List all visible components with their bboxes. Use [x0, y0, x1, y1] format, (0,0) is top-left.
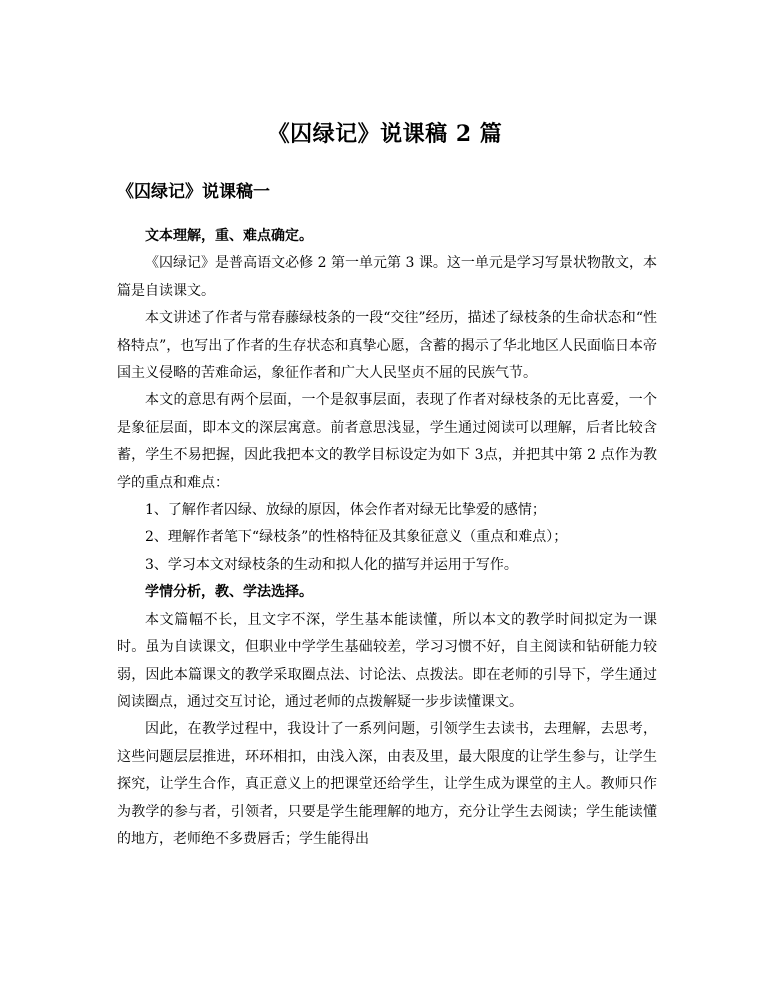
- paragraph: 本文讲述了作者与常春藤绿枝条的一段“交往”经历，描述了绿枝条的生命状态和“性格特点”，也写出了作者的生存状态和真挚心愿，含蓄的揭示了华北地区人民面临日本帝国主义侵略的苦难命运，象征作者和广大人民坚贞不屈的民族气节。: [117, 310, 657, 382]
- paragraph: 《囚绿记》是普高语文必修 2 第一单元第 3 课。这一单元是学习写景状物散文，本篇是自读课文。: [117, 255, 657, 299]
- paragraph: 学情分析，教、学法选择。: [145, 584, 313, 601]
- paragraph: 2、理解作者笔下“绿枝条”的性格特征及其象征意义（重点和难点）；: [145, 529, 568, 546]
- paragraph: 文本理解，重、难点确定。: [145, 228, 313, 244]
- section-title: 《囚绿记》说课稿一: [117, 182, 270, 202]
- document-body: [117, 223, 657, 853]
- paragraph: 因此，在教学过程中，我设计了一系列问题，引领学生去读书，去理解，去思考，这些问题层层推进，环环相扣，由浅入深，由表及里，最大限度的让学生参与，让学生探究，让学生合作，真正意义上的把课堂还给学生，让学生成为课堂的主人。教师只作为教学的参与者，引领者，只要是学生能理解的地方，充分让学生去阅读；学生能读懂的地方，老师绝不多费唇舌；学生能得出: [117, 721, 657, 847]
- document-title: 《囚绿记》说课稿 2 篇: [267, 121, 503, 147]
- paragraph: 3、学习本文对绿枝条的生动和拟人化的描写并运用于写作。: [145, 556, 518, 573]
- paragraph: 1、了解作者囚绿、放绿的原因，体会作者对绿无比挚爱的感情；: [145, 502, 546, 519]
- paragraph: 本文的意思有两个层面，一个是叙事层面，表现了作者对绿枝条的无比喜爱，一个是象征层面，即本文的深层寓意。前者意思浅显，学生通过阅读可以理解，后者比较含蓄，学生不易把握，因此我把本文的教学目标设定为如下 3点，并把其中第 2 点作为教学的重点和难点：: [117, 392, 657, 491]
- paragraph: 本文篇幅不长，且文字不深，学生基本能读懂，所以本文的教学时间拟定为一课时。虽为自读课文，但职业中学学生基础较差，学习习惯不好，自主阅读和钻研能力较弱，因此本篇课文的教学采取圈点法、讨论法、点拨法。即在老师的引导下，学生通过阅读圈点，通过交互讨论，通过老师的点拨解疑一步步读懂课文。: [117, 611, 657, 710]
